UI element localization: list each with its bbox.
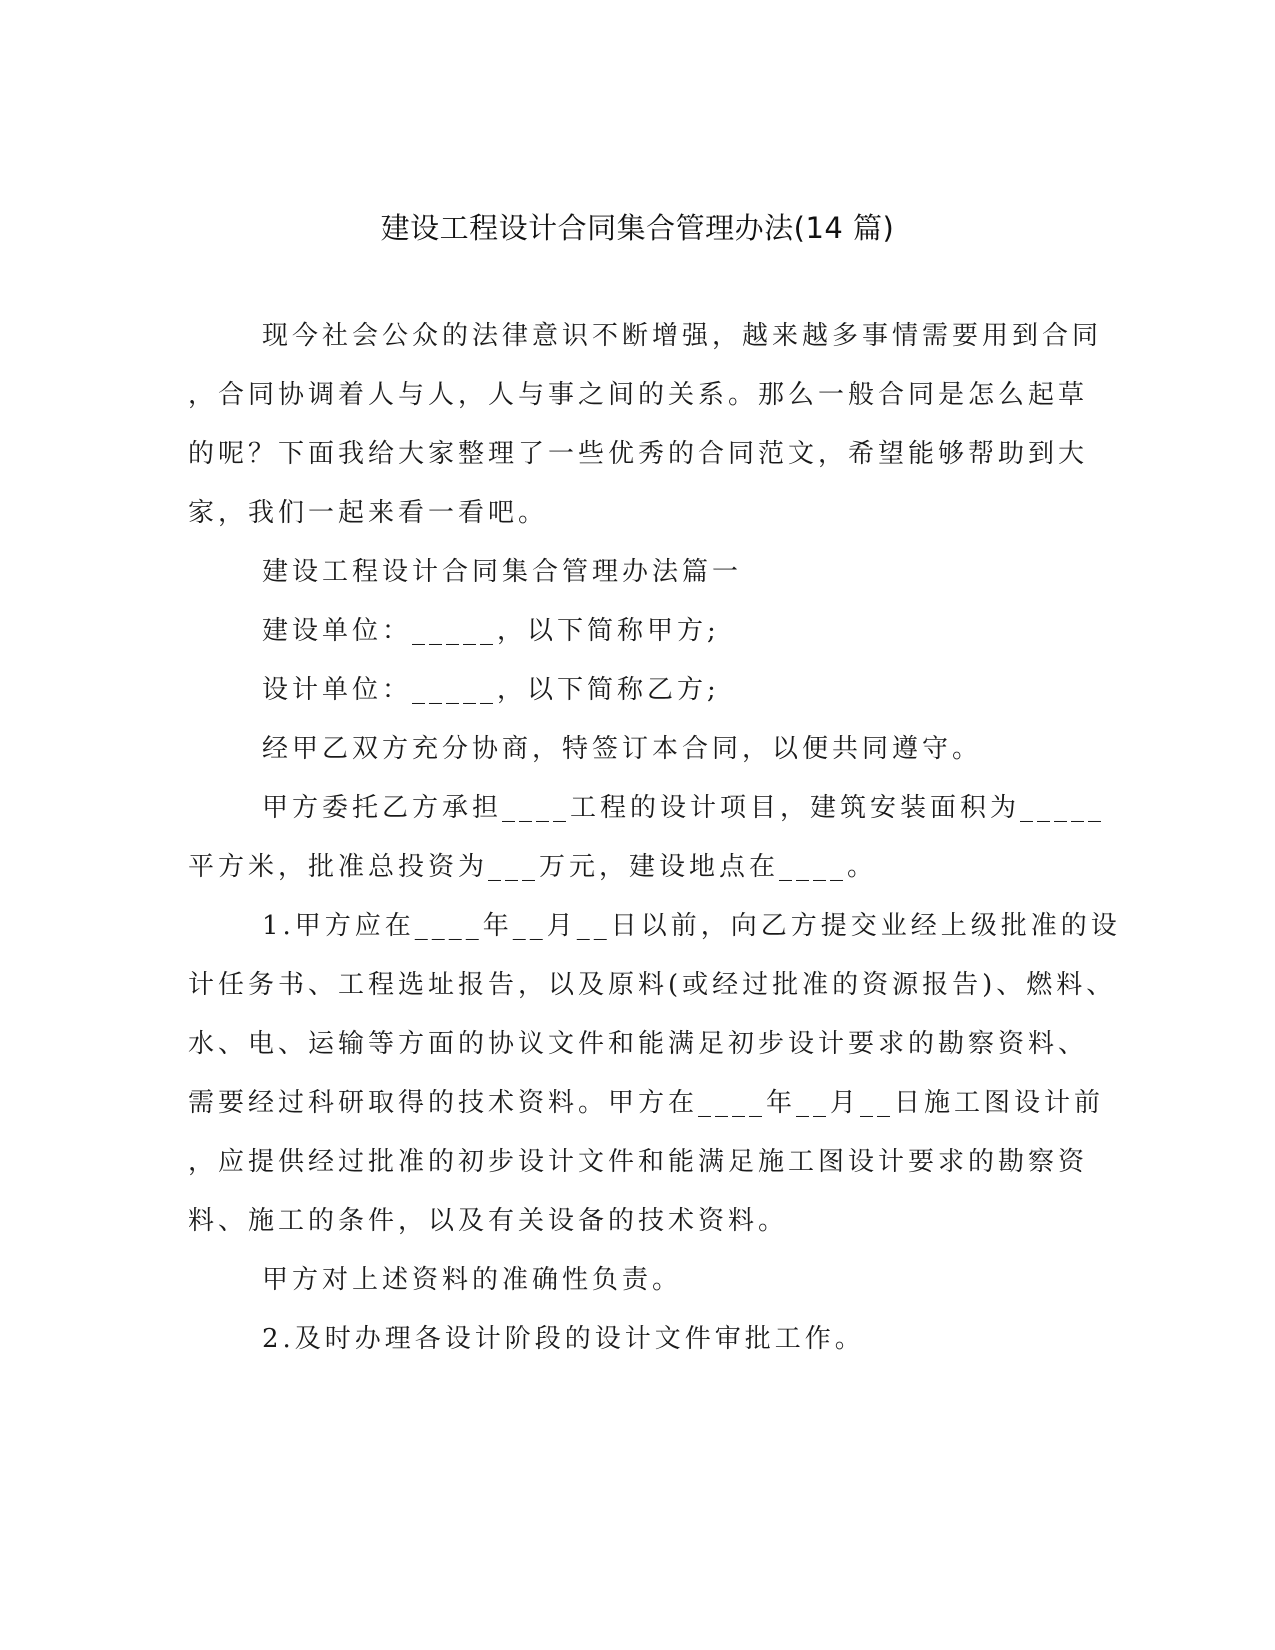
paragraph-line: 平方米，批准总投资为___万元，建设地点在____。 xyxy=(188,852,878,882)
paragraph-line: 的呢？下面我给大家整理了一些优秀的合同范文，希望能够帮助到大 xyxy=(188,439,1089,469)
paragraph-line: 家，我们一起来看一看吧。 xyxy=(188,498,549,528)
paragraph-line: ，应提供经过批准的初步设计文件和能满足施工图设计要求的勘察资 xyxy=(188,1147,1089,1177)
document-title: 建设工程设计合同集合管理办法(14 篇) xyxy=(380,211,895,245)
paragraph-line: 1.甲方应在____年__月__日以前，向乙方提交业经上级批准的设 xyxy=(262,911,1121,941)
paragraph-line: 甲方委托乙方承担____工程的设计项目，建筑安装面积为_____ xyxy=(262,793,1106,823)
paragraph-line: 现今社会公众的法律意识不断增强，越来越多事情需要用到合同 xyxy=(262,321,1103,351)
paragraph-line: 需要经过科研取得的技术资料。甲方在____年__月__日施工图设计前 xyxy=(188,1088,1105,1118)
paragraph-line: 建设单位：_____，以下简称甲方; xyxy=(262,616,720,646)
paragraph-line: 甲方对上述资料的准确性负责。 xyxy=(262,1265,683,1295)
paragraph-line: 2.及时办理各设计阶段的设计文件审批工作。 xyxy=(262,1324,865,1354)
paragraph-line: 经甲乙双方充分协商，特签订本合同，以便共同遵守。 xyxy=(262,734,983,764)
paragraph-line: ，合同协调着人与人，人与事之间的关系。那么一般合同是怎么起草 xyxy=(188,380,1089,410)
paragraph-line: 料、施工的条件，以及有关设备的技术资料。 xyxy=(188,1206,789,1236)
paragraph-line: 计任务书、工程选址报告，以及原料(或经过批准的资源报告)、燃料、 xyxy=(188,970,1117,1000)
paragraph-line: 水、电、运输等方面的协议文件和能满足初步设计要求的勘察资料、 xyxy=(188,1029,1089,1059)
section-heading: 建设工程设计合同集合管理办法篇一 xyxy=(262,557,743,587)
paragraph-line: 设计单位：_____，以下简称乙方; xyxy=(262,675,720,705)
